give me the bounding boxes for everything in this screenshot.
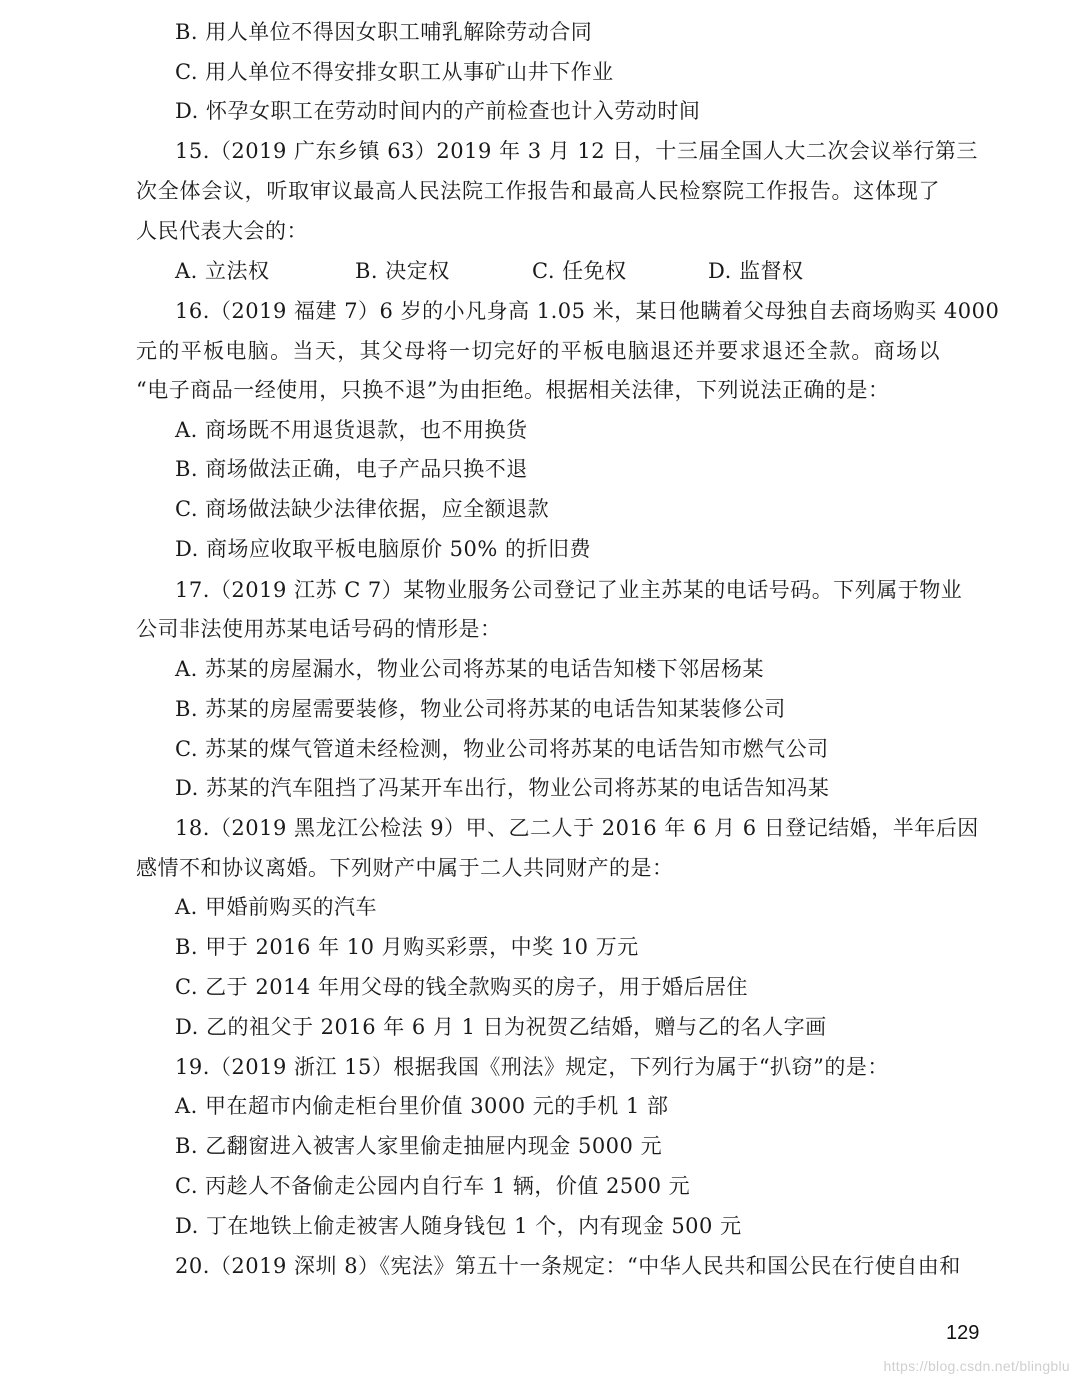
q15-line-3: 人民代表大会的： (136, 219, 308, 243)
q18-option-d: D. 乙的祖父于 2016 年 6 月 1 日为祝贺乙结婚，赠与乙的名人字画 (175, 1015, 827, 1039)
q17-option-d: D. 苏某的汽车阻挡了冯某开车出行，物业公司将苏某的电话告知冯某 (175, 776, 830, 800)
q20-line-1: 20.（2019 深圳 8）《宪法》第五十一条规定：“中华人民共和国公民在行使自由和 (175, 1254, 961, 1278)
q16-option-d: D. 商场应收取平板电脑原价 50% 的折旧费 (175, 537, 591, 561)
q15-options-row (0, 258, 1080, 284)
q15-option-a: A. 立法权 (175, 259, 270, 283)
q18-option-c: C. 乙于 2014 年用父母的钱全款购买的房子，用于婚后居住 (175, 975, 748, 999)
q16-option-b: B. 商场做法正确，电子产品只换不退 (175, 457, 528, 481)
q18-option-a: A. 甲婚前购买的汽车 (175, 895, 378, 919)
page-number: 129 (946, 1322, 980, 1344)
q16-option-c: C. 商场做法缺少法律依据，应全额退款 (175, 497, 550, 521)
q17-option-b: B. 苏某的房屋需要装修，物业公司将苏某的电话告知某装修公司 (175, 697, 786, 721)
q17-line-2: 公司非法使用苏某电话号码的情形是： (136, 617, 502, 641)
q14-option-b: B. 用人单位不得因女职工哺乳解除劳动合同 (175, 20, 593, 44)
q18-line-1: 18.（2019 黑龙江公检法 9）甲、乙二人于 2016 年 6 月 6 日登记结婚，半年后因 (175, 816, 979, 840)
q19-line-1: 19.（2019 浙江 15）根据我国《刑法》规定，下列行为属于“扒窃”的是： (175, 1055, 889, 1079)
q15-line-1: 15.（2019 广东乡镇 63）2019 年 3 月 12 日，十三届全国人大二次会议举行第三 (175, 139, 978, 163)
q19-option-b: B. 乙翻窗进入被害人家里偷走抽屉内现金 5000 元 (175, 1134, 663, 1158)
q17-option-a: A. 苏某的房屋漏水，物业公司将苏某的电话告知楼下邻居杨某 (175, 657, 765, 681)
q17-line-1: 17.（2019 江苏 C 7）某物业服务公司登记了业主苏某的电话号码。下列属于物业 (175, 578, 963, 602)
q15-option-d: D. 监督权 (708, 259, 804, 283)
q19-option-d: D. 丁在地铁上偷走被害人随身钱包 1 个，内有现金 500 元 (175, 1214, 742, 1238)
q17-option-c: C. 苏某的煤气管道未经检测，物业公司将苏某的电话告知市燃气公司 (175, 737, 829, 761)
watermark-url: https://blog.csdn.net/blingblu (883, 1358, 1070, 1374)
q14-option-c: C. 用人单位不得安排女职工从事矿山井下作业 (175, 60, 614, 84)
q16-option-a: A. 商场既不用退货退款，也不用换货 (175, 418, 528, 442)
q18-option-b: B. 甲于 2016 年 10 月购买彩票，中奖 10 万元 (175, 935, 639, 959)
q19-option-c: C. 丙趁人不备偷走公园内自行车 1 辆，价值 2500 元 (175, 1174, 691, 1198)
q15-option-c: C. 任免权 (532, 259, 627, 283)
q16-line-2: 元的平板电脑。当天，其父母将一切完好的平板电脑退还并要求退还全款。商场以 (136, 339, 940, 363)
q15-option-b: B. 决定权 (355, 259, 450, 283)
q16-line-1: 16.（2019 福建 7）6 岁的小凡身高 1.05 米，某日他瞒着父母独自去商场购买 4000 (175, 299, 1000, 323)
q16-line-3: “电子商品一经使用，只换不退”为由拒绝。根据相关法律，下列说法正确的是： (136, 378, 890, 402)
q15-line-2: 次全体会议，听取审议最高人民法院工作报告和最高人民检察院工作报告。这体现了 (136, 179, 940, 203)
q18-line-2: 感情不和协议离婚。下列财产中属于二人共同财产的是： (136, 856, 674, 880)
q14-option-d: D. 怀孕女职工在劳动时间内的产前检查也计入劳动时间 (175, 99, 701, 123)
q19-option-a: A. 甲在超市内偷走柜台里价值 3000 元的手机 1 部 (175, 1094, 669, 1118)
